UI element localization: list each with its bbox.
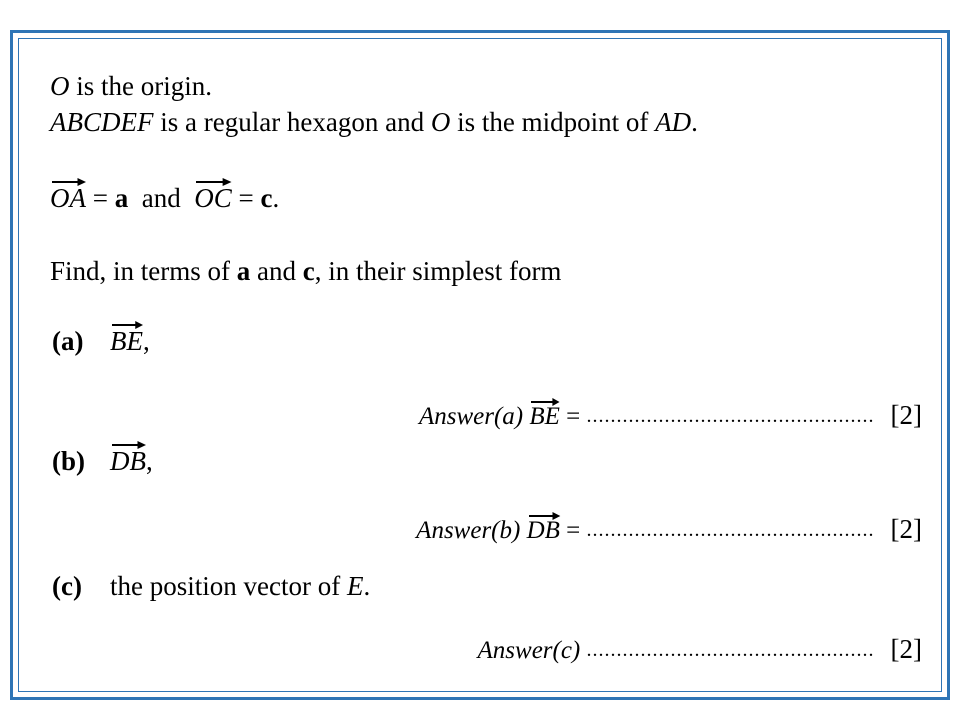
- answer-a-label: Answer(a): [418, 403, 524, 430]
- answer-b-vector: DB: [527, 516, 560, 546]
- instruction-and: and: [250, 256, 303, 286]
- part-c: [52, 570, 370, 602]
- vector-a: a: [114, 183, 129, 213]
- part-c-suffix: .: [363, 571, 371, 601]
- answer-b-field[interactable]: ................................................: [586, 519, 875, 541]
- answer-c-field[interactable]: ................................................: [586, 639, 875, 661]
- vector-c: c: [260, 183, 273, 213]
- vector-arrow-icon: [112, 321, 143, 329]
- vector-be: BE: [110, 325, 143, 357]
- line2-end: .: [691, 107, 698, 137]
- origin-text: is the origin.: [69, 71, 212, 101]
- answer-c-label: Answer(c): [477, 637, 581, 664]
- answer-a-row: [419, 400, 922, 432]
- vector-db: DB: [110, 445, 146, 477]
- instruction-rest: , in their simplest form: [314, 256, 562, 286]
- answer-c-row: [478, 634, 922, 666]
- equals-1: =: [86, 183, 115, 213]
- and-text: and: [128, 183, 195, 213]
- var-o-2: O: [430, 107, 451, 137]
- var-o: O: [50, 71, 70, 101]
- instruction-part1: Find, in terms of: [50, 256, 237, 286]
- var-ad: AD: [655, 107, 692, 137]
- equals-2: =: [231, 183, 261, 213]
- var-e: E: [346, 571, 364, 601]
- answer-a-field[interactable]: ................................................: [586, 405, 875, 427]
- var-hexagon: ABCDEF: [50, 107, 154, 137]
- line3-end: .: [272, 183, 280, 213]
- answer-b-mark: [2]: [890, 514, 922, 544]
- instruction-c: c: [302, 256, 315, 286]
- answer-b-label: Answer(b): [416, 517, 521, 544]
- vector-oa: OA: [50, 182, 86, 214]
- vector-arrow-icon: [529, 512, 560, 520]
- answer-a-eq: =: [559, 403, 581, 430]
- part-b: [52, 445, 153, 477]
- vector-arrow-icon: [196, 178, 232, 186]
- vector-oc: OC: [194, 182, 232, 214]
- part-c-text: the position vector of: [110, 571, 347, 601]
- vector-arrow-icon: [52, 178, 86, 186]
- answer-a-mark: [2]: [890, 400, 922, 430]
- hexagon-statement: [50, 106, 698, 138]
- part-a: [52, 325, 150, 357]
- part-a-label: (a): [52, 326, 84, 356]
- hexagon-text: is a regular hexagon and: [153, 107, 431, 137]
- part-b-label: (b): [52, 446, 85, 476]
- part-c-label: (c): [52, 571, 82, 601]
- vector-definitions: [50, 182, 279, 214]
- midpoint-text: is the midpoint of: [450, 107, 656, 137]
- part-b-suffix: ,: [146, 446, 153, 476]
- instruction-a: a: [236, 256, 251, 286]
- answer-c-mark: [2]: [890, 634, 922, 664]
- answer-a-vector: BE: [529, 402, 560, 432]
- answer-b-eq: =: [559, 517, 581, 544]
- origin-statement: [50, 70, 212, 102]
- vector-arrow-icon: [531, 398, 560, 406]
- instruction: [50, 255, 561, 287]
- answer-b-row: [416, 514, 922, 546]
- part-a-suffix: ,: [143, 326, 150, 356]
- vector-arrow-icon: [112, 441, 146, 449]
